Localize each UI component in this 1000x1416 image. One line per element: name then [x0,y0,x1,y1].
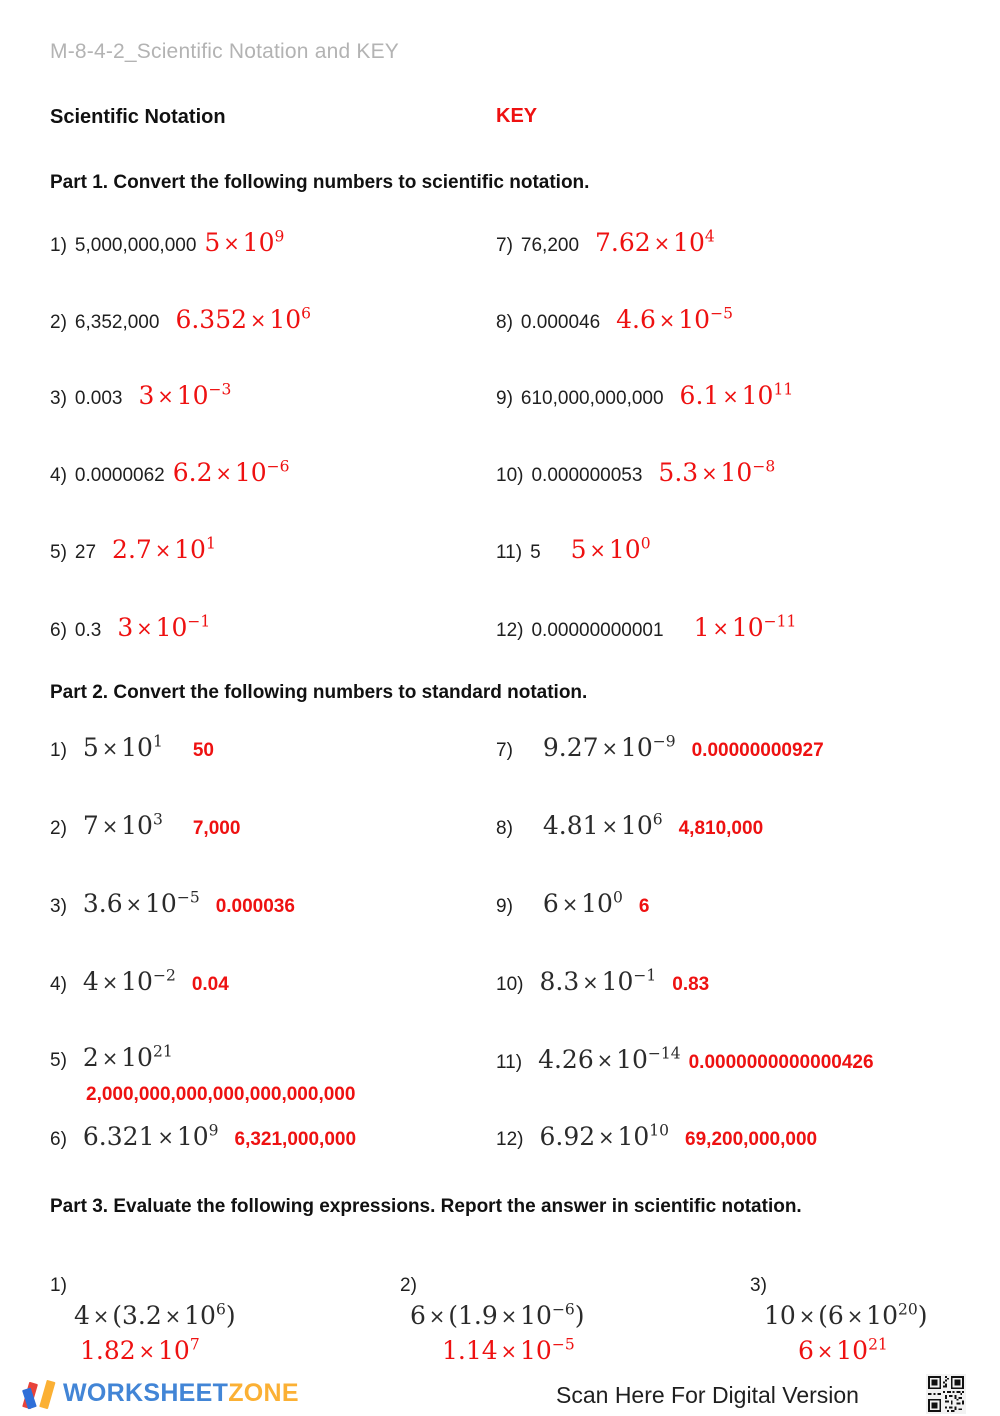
item-question: $8.3 \times 10^{-1}$ [539,966,657,996]
part2-item-5-answer-wrap [86,1084,355,1106]
item-question: 0.000000053 [531,465,643,486]
item-answer: $1 \times 10^{-11}$ [693,612,797,642]
part2-item-8 [496,811,763,840]
item-number: 12) [496,620,524,641]
part2-item-7 [496,733,824,762]
item-answer: 0.00000000927 [691,740,824,761]
item-answer: $1.82 \times 10^7$ [80,1335,200,1365]
qr-code-icon [926,1374,966,1414]
part1-item-11 [496,535,651,564]
item-answer: $6.2 \times 10^{-6}$ [172,457,290,487]
part1-item-8 [496,305,733,334]
item-question: 6,352,000 [74,312,160,333]
part1-item-2 [50,305,311,334]
item-answer: $6 \times 10^{21}$ [798,1335,888,1365]
document-file-title: M-8-4-2_Scientific Notation and KEY [50,40,399,63]
item-answer: $3 \times 10^{-1}$ [117,612,211,642]
item-question: $2 \times 10^{21}$ [82,1042,173,1072]
item-answer: 50 [192,740,214,761]
item-answer: 0.04 [191,974,229,995]
item-answer: $4.6 \times 10^{-5}$ [616,304,733,334]
item-answer: 0.83 [672,974,710,995]
item-answer: $7.62 \times 10^4$ [595,227,715,257]
item-question: $6 \times 10^0$ [542,888,623,918]
part2-item-11 [496,1045,874,1074]
logo-word-zone: ZONE [228,1378,299,1407]
item-answer: 0.0000000000000426 [688,1052,874,1073]
item-question: 5,000,000,000 [74,235,197,256]
item-answer: $6.1 \times 10^{11}$ [679,380,794,410]
logo-wordmark [63,1379,299,1408]
item-answer: 6 [638,896,650,917]
part1-item-7 [496,228,715,257]
part1-item-3 [50,381,231,410]
item-number: 12) [496,1129,524,1150]
item-answer: 6,321,000,000 [234,1129,357,1150]
item-question: $3.6 \times 10^{-5}$ [82,888,200,918]
part2-item-3 [50,889,295,918]
item-number: 10) [496,465,524,486]
item-number: 3) [50,896,67,917]
item-question: 5 [530,542,541,563]
part1-item-1 [50,228,284,257]
item-number: 10) [496,974,524,995]
part1-item-12 [496,613,796,642]
part2-item-5 [50,1043,173,1072]
item-answer: $3 \times 10^{-3}$ [138,380,232,410]
item-number: 11) [496,1052,523,1073]
item-question: $9.27 \times 10^{-9}$ [542,732,676,762]
part1-item-9 [496,381,793,410]
item-number: 3) [750,1275,767,1296]
part1-item-4 [50,458,290,487]
item-number: 1) [50,740,67,761]
item-answer: 2,000,000,000,000,000,000,000 [86,1084,356,1105]
item-expression: $10 \times (6 \times 10^{20})$ [764,1300,928,1330]
part-2-heading: Part 2. Convert the following numbers to standard notation. [50,682,588,703]
part2-item-10 [496,967,709,996]
item-expression: $4 \times (3.2 \times 10^6)$ [74,1300,236,1330]
logo-word-worksheet: WORKSHEET [63,1378,229,1407]
answer-key-label: KEY [496,105,538,127]
part3-item-3 [750,1275,927,1365]
item-number: 3) [50,388,67,409]
item-number: 9) [496,388,513,409]
part-3-heading: Part 3. Evaluate the following expressions. Report the answer in scientific notation. [50,1196,802,1217]
part1-item-5 [50,535,216,564]
item-question: $6.321 \times 10^9$ [82,1121,219,1151]
item-question: $4.26 \times 10^{-14}$ [538,1044,681,1074]
item-number: 1) [50,1275,67,1296]
item-number: 9) [496,896,513,917]
item-number: 1) [50,235,67,256]
item-question: 610,000,000,000 [520,388,664,409]
item-number: 5) [50,1050,67,1071]
part2-item-12 [496,1122,817,1151]
item-number: 7) [496,235,513,256]
item-question: $4.81 \times 10^6$ [542,810,663,840]
qr-code[interactable] [926,1374,966,1414]
part1-item-10 [496,458,775,487]
item-expression: $6 \times (1.9 \times 10^{-6})$ [410,1300,585,1330]
worksheet-zone-logo[interactable] [22,1376,299,1410]
scan-instruction-text: Scan Here For Digital Version [556,1382,859,1408]
item-answer: 7,000 [192,818,241,839]
item-number: 7) [496,740,513,761]
item-number: 8) [496,818,513,839]
item-answer: $1.14 \times 10^{-5}$ [442,1335,575,1365]
item-question: 0.00000000001 [531,620,664,641]
worksheet-title: Scientific Notation [50,106,226,128]
item-answer: $2.7 \times 10^1$ [112,534,216,564]
part2-item-2 [50,811,240,840]
item-number: 2) [50,818,67,839]
part3-item-2 [400,1275,585,1365]
item-number: 2) [400,1275,417,1296]
part3-item-1 [50,1275,236,1365]
item-answer: $6.352 \times 10^6$ [175,304,312,334]
item-question: $4 \times 10^{-2}$ [82,966,176,996]
item-question: $7 \times 10^3$ [82,810,163,840]
item-answer: $5 \times 10^0$ [570,534,651,564]
item-question: $6.92 \times 10^{10}$ [539,1121,670,1151]
item-question: 0.0000062 [74,465,165,486]
item-answer: 69,200,000,000 [685,1129,818,1150]
part2-item-9 [496,889,649,918]
item-question: 0.000046 [520,312,601,333]
item-answer: 4,810,000 [678,818,764,839]
item-number: 11) [496,542,523,563]
worksheet-zone-mark-icon [22,1378,56,1408]
part2-item-1 [50,733,214,762]
item-question: 27 [74,542,97,563]
part-1-heading: Part 1. Convert the following numbers to scientific notation. [50,172,590,193]
item-number: 2) [50,312,67,333]
item-question: 0.3 [74,620,102,641]
part2-item-4 [50,967,229,996]
item-number: 8) [496,312,513,333]
item-number: 4) [50,974,67,995]
item-number: 6) [50,620,67,641]
item-answer: 0.000036 [215,896,295,917]
item-number: 6) [50,1129,67,1150]
item-answer: $5 \times 10^9$ [204,227,285,257]
item-question: 0.003 [74,388,123,409]
item-question: $5 \times 10^1$ [82,732,163,762]
item-question: 76,200 [520,235,580,256]
item-number: 4) [50,465,67,486]
item-number: 5) [50,542,67,563]
part2-item-6 [50,1122,356,1151]
item-answer: $5.3 \times 10^{-8}$ [658,457,776,487]
part1-item-6 [50,613,210,642]
